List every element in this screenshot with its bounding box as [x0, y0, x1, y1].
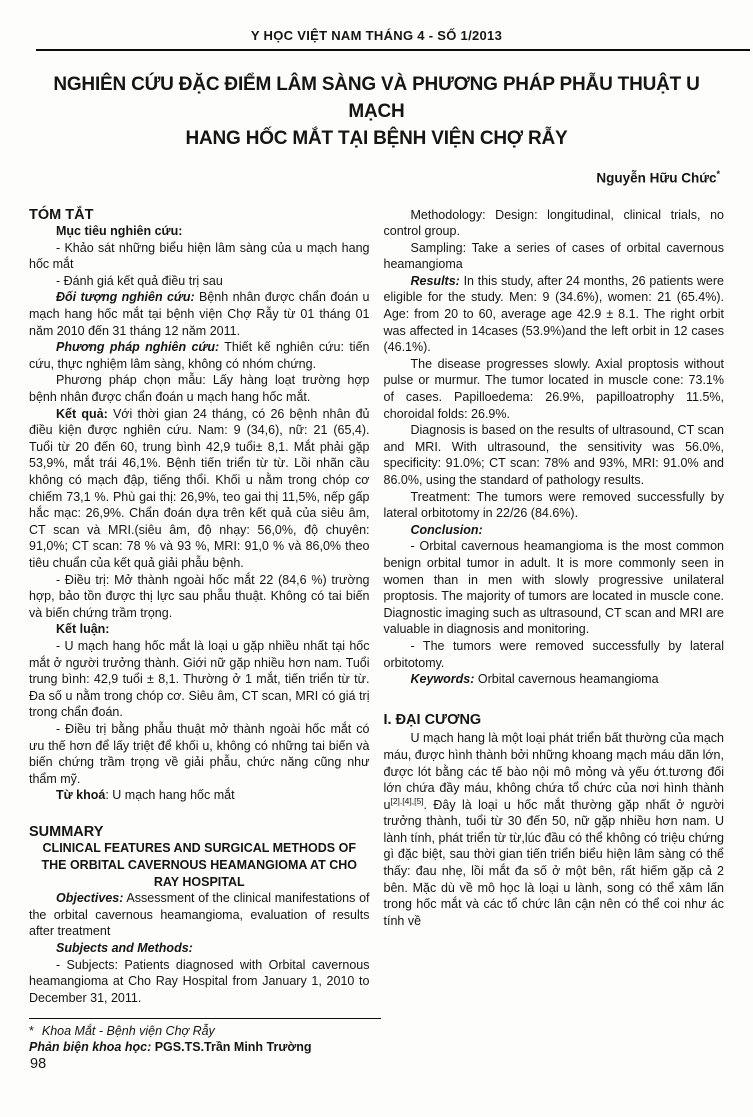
subjects-lead-vn: Đối tượng nghiên cứu:: [56, 290, 195, 305]
left-column: [29, 207, 370, 1007]
results-lead-en: Results:: [410, 273, 460, 288]
paragraph-disease-course-en: The disease progresses slowly. Axial proptosis without pulse or murmur. The tumor located in muscle cone: 73.1% of cases. Papilloedema: 26.9%, papilloatrophy 11.5%, choroidal folds: 26.9%.: [383, 356, 724, 421]
conclusion-item-1-en: - Orbital cavernous heamangioma is the most common benign orbital tumor in adult. It is more commonly seen in women than in men with slowly progressive unilateral proptosis. The majority of tumors are located in muscle cone. Diagnostic imaging such as ultrasound, CT scan and MRI are valuable in diagnosis and monitoring.: [383, 539, 724, 637]
keywords-lead-en: Keywords:: [410, 672, 475, 687]
keywords-vn: [29, 787, 370, 804]
author-name: Nguyễn Hữu Chức: [596, 170, 717, 186]
reviewer-name: PGS.TS.Trần Minh Trường: [151, 1040, 312, 1054]
paragraph-treatment-vn: - Điều trị: Mở thành ngoài hốc mắt 22 (84,6 %) trường hợp, bảo tồn được thị lực sau phẫu thuật. Không có tai biến và biến chứng trầm trọng.: [29, 572, 370, 620]
objectives-label-vn: Mục tiêu nghiên cứu:: [56, 224, 183, 239]
paragraph-diagnosis-en: Diagnosis is based on the results of ultrasound, CT scan and MRI. With ultrasound, the sensitivity was 56.0%, specificity: 91.0%; CT scan: 78% and 93%, MRI: 91.0% and 86.0%, using the standard of pathology results.: [383, 423, 724, 487]
paragraph-sampling-vn: Phương pháp chọn mẫu: Lấy hàng loạt trường hợp bệnh nhân được chẩn đoán u mạch hang hốc mắt.: [29, 373, 370, 405]
section-1-text-after-citation: . Đây là loại u hốc mắt thường gặp nhất ở người trưởng thành, tuổi từ 30 đến 50, nữ gặp nhiều hơn nam. U lành tính, phát triển từ từ,lúc đầu có thể không có triệu chứng gì đặc biệt, sau thời gian tiến triển biểu hiện lâm sàng có thể thấy: đau nhẹ, lồi mắt đa số ở một bên, rất hiếm gặp cả 2 bên. Mặc dù về mô học là loại u lành, song có thể xâm lấn trong hốc mắt và các tổ chức lân cận nên có thể coi như ác tính về: [383, 797, 724, 928]
objectives-text-en: Assessment of the clinical manifestations of the orbital cavernous heamangioma, evaluation of results after treatment: [29, 891, 370, 939]
subjects-methods-label-en: Subjects and Methods:: [56, 941, 193, 956]
header-rule: [36, 49, 750, 51]
footnote-affiliation: [29, 1023, 387, 1039]
reviewer-label: Phản biện khoa học:: [29, 1040, 152, 1054]
page-number: 98: [30, 1056, 47, 1072]
paragraph-objectives-en: [29, 890, 370, 940]
conclusion-item-2-vn: - Điều trị bằng phẫu thuật mở thành ngoài hốc mắt có ưu thế hơn để lấy triệt để khối u, không có những tai biến và biến chứng trầm trọng về giải phẫu, chức năng cũng như thẩm mỹ.: [29, 721, 370, 786]
abstract-heading: TÓM TẮT: [29, 206, 94, 223]
methods-text-vn: Thiết kế nghiên cứu: tiến cứu, thực nghiệm lâm sàng, không có nhóm chứng.: [29, 340, 370, 371]
footnote-rule: [29, 1018, 381, 1019]
objective-item-1: - Khảo sát những biểu hiện lâm sàng của u mạch hang hốc mắt: [29, 240, 370, 272]
paragraph-sampling-en: Sampling: Take a series of cases of orbital cavernous heamangioma: [383, 240, 724, 272]
methods-lead-vn: Phương pháp nghiên cứu:: [56, 340, 220, 355]
objectives-lead-en: Objectives:: [56, 891, 124, 906]
results-text-vn: Với thời gian 24 tháng, có 26 bệnh nhân đủ điều kiện được nghiên cứu. Nam: 9 (34,6), nữ: 21 (65,4). Tuổi từ 20 đến 60, trung bình 42,9 tuổi± 8,1. Mắt phải gặp 53,9%, mắt trái 46,1%. Bệnh tiến triển từ từ. Lồi nhãn cầu không có mạch đập, tiếng thổi. Khối u nằm trong chóp cơ chiếm 73,1 %. Phù gai thị: 26,9%, teo gai thị 11,5%, nếp gấp hắc mạc: 26,9%. Chẩn đoán dựa trên kết quả của siêu âm, CT scan và MRI.(siêu âm, độ nhạy: 56,0%, độ chuyên: 91,0%; CT scan: 78 % và 93 %, MRI: 91,0 % và 86,0% theo tiêu chuẩn của kết quả giải phẫu bệnh.: [29, 406, 370, 570]
paragraph-results-vn: [29, 406, 370, 572]
section-1-heading: I. ĐẠI CƯƠNG: [383, 711, 482, 728]
article-title-line1: NGHIÊN CỨU ĐẶC ĐIỂM LÂM SÀNG VÀ PHƯƠNG PHÁP PHẪU THUẬT U MẠCH: [53, 74, 700, 122]
footnote-block: [29, 1018, 387, 1055]
author-affiliation-mark: *: [716, 169, 720, 179]
conclusion-item-2-en: - The tumors were removed successfully by lateral orbitotomy.: [383, 638, 724, 670]
keywords-lead-vn: Từ khoá: [56, 788, 106, 803]
citation-reference: [2].[4],[5]: [390, 795, 424, 806]
journal-issue-header: Y HỌC VIỆT NAM THÁNG 4 - SỐ 1/2013: [250, 28, 503, 43]
section-1-paragraph: [384, 730, 725, 929]
paragraph-treatment-en: Treatment: The tumors were removed successfully by lateral orbitotomy in 22/26 (84.6%).: [383, 489, 724, 521]
keywords-en: [384, 671, 725, 688]
subjects-text-vn: Bệnh nhân được chẩn đoán u mạch hang hốc mắt tại bệnh viện Chợ Rẫy từ 01 tháng 01 năm 2010 đến 31 tháng 12 năm 2011.: [29, 290, 370, 338]
paragraph-subjects-en: - Subjects: Patients diagnosed with Orbital cavernous heamangioma at Cho Ray Hospital from January 1, 2010 to December 31, 2011.: [29, 957, 370, 1005]
summary-english-title: CLINICAL FEATURES AND SURGICAL METHODS OF THE ORBITAL CAVERNOUS HEAMANGIOMA AT CHO RAY HOSPITAL: [41, 841, 357, 889]
two-column-body: [0, 207, 753, 1007]
conclusion-label-vn: Kết luận:: [56, 622, 110, 637]
footnote-reviewer: [29, 1039, 387, 1055]
paragraph-methodology-en: Methodology: Design: longitudinal, clinical trials, no control group.: [383, 207, 724, 239]
author-line: [0, 169, 720, 186]
results-text-en: In this study, after 24 months, 26 patients were eligible for the study. Men: 9 (34.6%), women: 21 (65.4%). Age: from 20 to 60, average age 42.9 ± 8.1. The right orbit was affected in 14cases (53.9%)and the left orbit in 12 cases (46.1%).: [383, 273, 724, 355]
article-title-line2: HANG HỐC MẮT TẠI BỆNH VIỆN CHỢ RẪY: [185, 128, 568, 149]
paragraph-subjects-vn: [29, 289, 370, 339]
objective-item-2: - Đánh giá kết quả điều trị sau: [56, 273, 223, 288]
results-lead-vn: Kết quả:: [56, 406, 108, 421]
footnote-marker: *: [29, 1024, 34, 1038]
conclusion-item-1-vn: - U mạch hang hốc mắt là loại u gặp nhiều nhất tại hốc mắt ở người trưởng thành. Giới nữ gặp nhiều hơn nam. Tuổi trung bình: 42,9 tuổi ± 8,1. Thường ở 1 mắt, tiến triển từ từ. Đa số u nằm trong chóp cơ. Siêu âm, CT scan, MRI có giá trị trong chẩn đoán.: [29, 638, 370, 720]
summary-heading: SUMMARY: [29, 823, 104, 840]
keywords-text-en: Orbital cavernous heamangioma: [474, 672, 659, 687]
footnote-affiliation-text: Khoa Mắt - Bệnh viện Chợ Rẫy: [41, 1024, 215, 1038]
summary-section: [29, 824, 370, 1007]
paragraph-methods-vn: [29, 339, 370, 372]
keywords-text-vn: : U mạch hang hốc mắt: [105, 788, 235, 803]
right-column: [384, 207, 725, 1007]
section-1-text-before-citation: U mạch hang là một loại phát triển bất thường của mạch máu, được hình thành bởi những khoang mạch máu dãn lớn, được lót bằng các tế bào nội mô mỏng và yếu ớt.tương đối lớn chứa đầy máu, không chứa tổ chức của nơi hình thành u: [383, 731, 724, 812]
conclusion-label-en: Conclusion:: [410, 522, 483, 537]
article-title: [24, 71, 729, 152]
paragraph-results-en: [384, 273, 725, 356]
